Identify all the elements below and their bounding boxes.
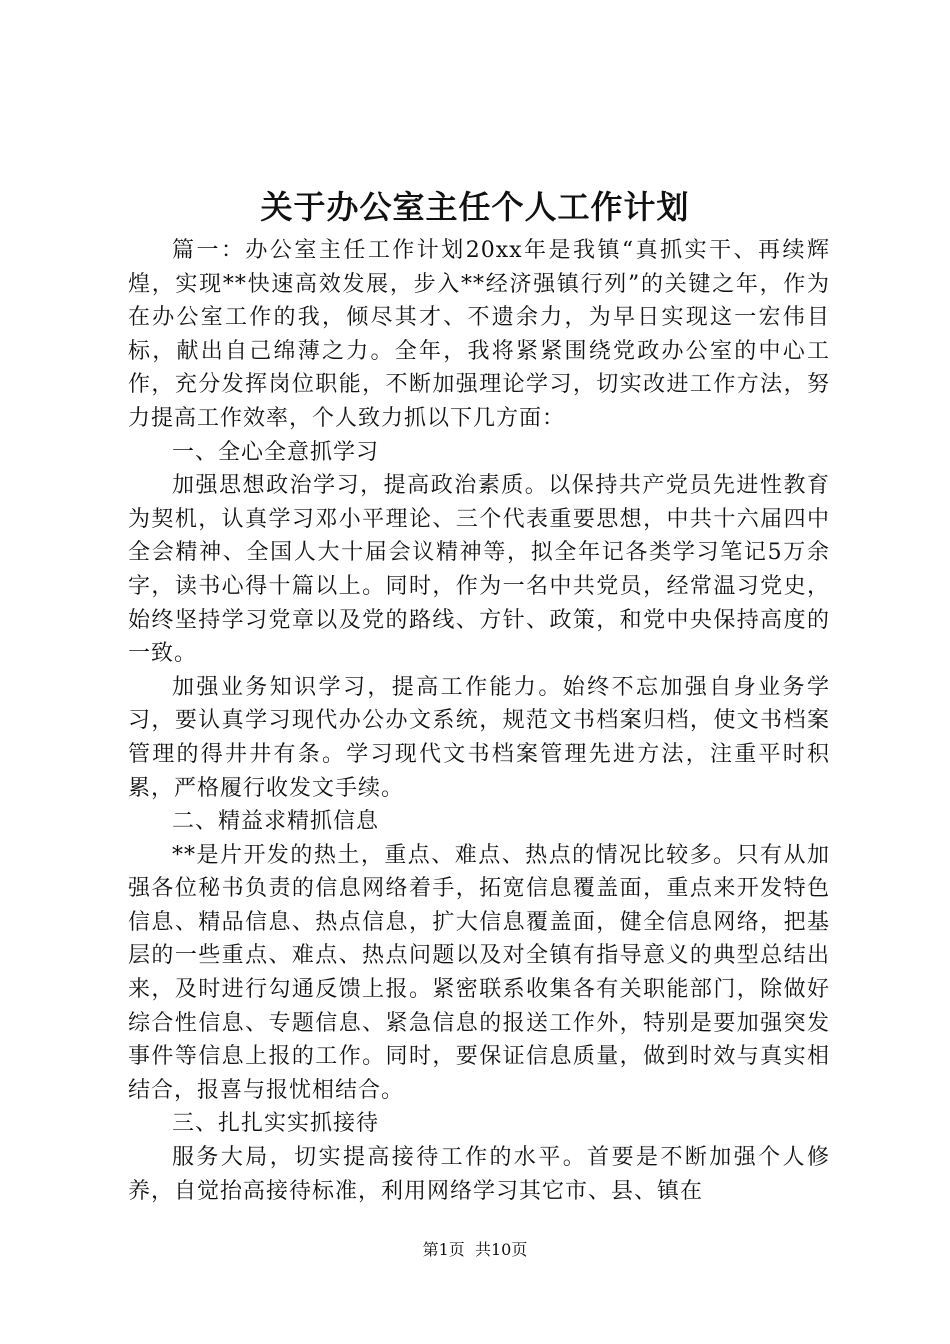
section-heading-3: 三、扎扎实实抓接待 [172, 1111, 380, 1137]
paragraph-reception: 服务大局，切实提高接待工作的水平。首要是不断加强个人修养，自觉抬高接待标准，利用网络学习其它市、县、镇在 [128, 1145, 830, 1204]
section-heading-1: 一、全心全意抓学习 [172, 439, 380, 465]
page-footer [0, 1238, 950, 1262]
paragraph-intro: 篇一：办公室主任工作计划20xx年是我镇“真抓实干、再续辉煌，实现**快速高效发展，步入**经济强镇行列”的关键之年，作为在办公室工作的我，倾尽其才、不遗余力，为早日实现这一宏伟目标，献出自己绵薄之力。全年，我将紧紧围绕党政办公室的中心工作，充分发挥岗位职能，不断加强理论学习，切实改进工作方法，努力提高工作效率，个人致力抓以下几方面： [128, 238, 830, 431]
document-title: 关于办公室主任个人工作计划 [260, 188, 690, 226]
paragraph-business-study: 加强业务知识学习，提高工作能力。始终不忘加强自身业务学习，要认真学习现代办公办文系统，规范文书档案归档，使文书档案管理的得井井有条。学习现代文书档案管理先进方法，注重平时积累，严格履行收发文手续。 [128, 674, 830, 801]
page-number: 第1页 [422, 1240, 465, 1259]
paragraph-information: **是片开发的热土，重点、难点、热点的情况比较多。只有从加强各位秘书负责的信息网络着手，拓宽信息覆盖面，重点来开发特色信息、精品信息、热点信息，扩大信息覆盖面，健全信息网络，把基层的一些重点、难点、热点问题以及对全镇有指导意义的典型总结出来，及时进行勾通反馈上报。紧密联系收集各有关职能部门，除做好综合性信息、专题信息、紧急信息的报送工作外，特别是要加强突发事件等信息上报的工作。同时，要保证信息质量，做到时效与真实相结合，报喜与报忧相结合。 [128, 842, 830, 1103]
section-heading-2: 二、精益求精抓信息 [172, 809, 380, 835]
paragraph-political-study: 加强思想政治学习，提高政治素质。以保持共产党员先进性教育为契机，认真学习邓小平理论、三个代表重要思想，中共十六届四中全会精神、全国人大十届会议精神等，拟全年记各类学习笔记5万余字，读书心得十篇以上。同时，作为一名中共党员，经常温习党史，始终坚持学习党章以及党的路线、方针、政策，和党中央保持高度的一致。 [128, 473, 830, 667]
page-total: 共10页 [474, 1240, 528, 1259]
document-body [128, 234, 830, 1208]
